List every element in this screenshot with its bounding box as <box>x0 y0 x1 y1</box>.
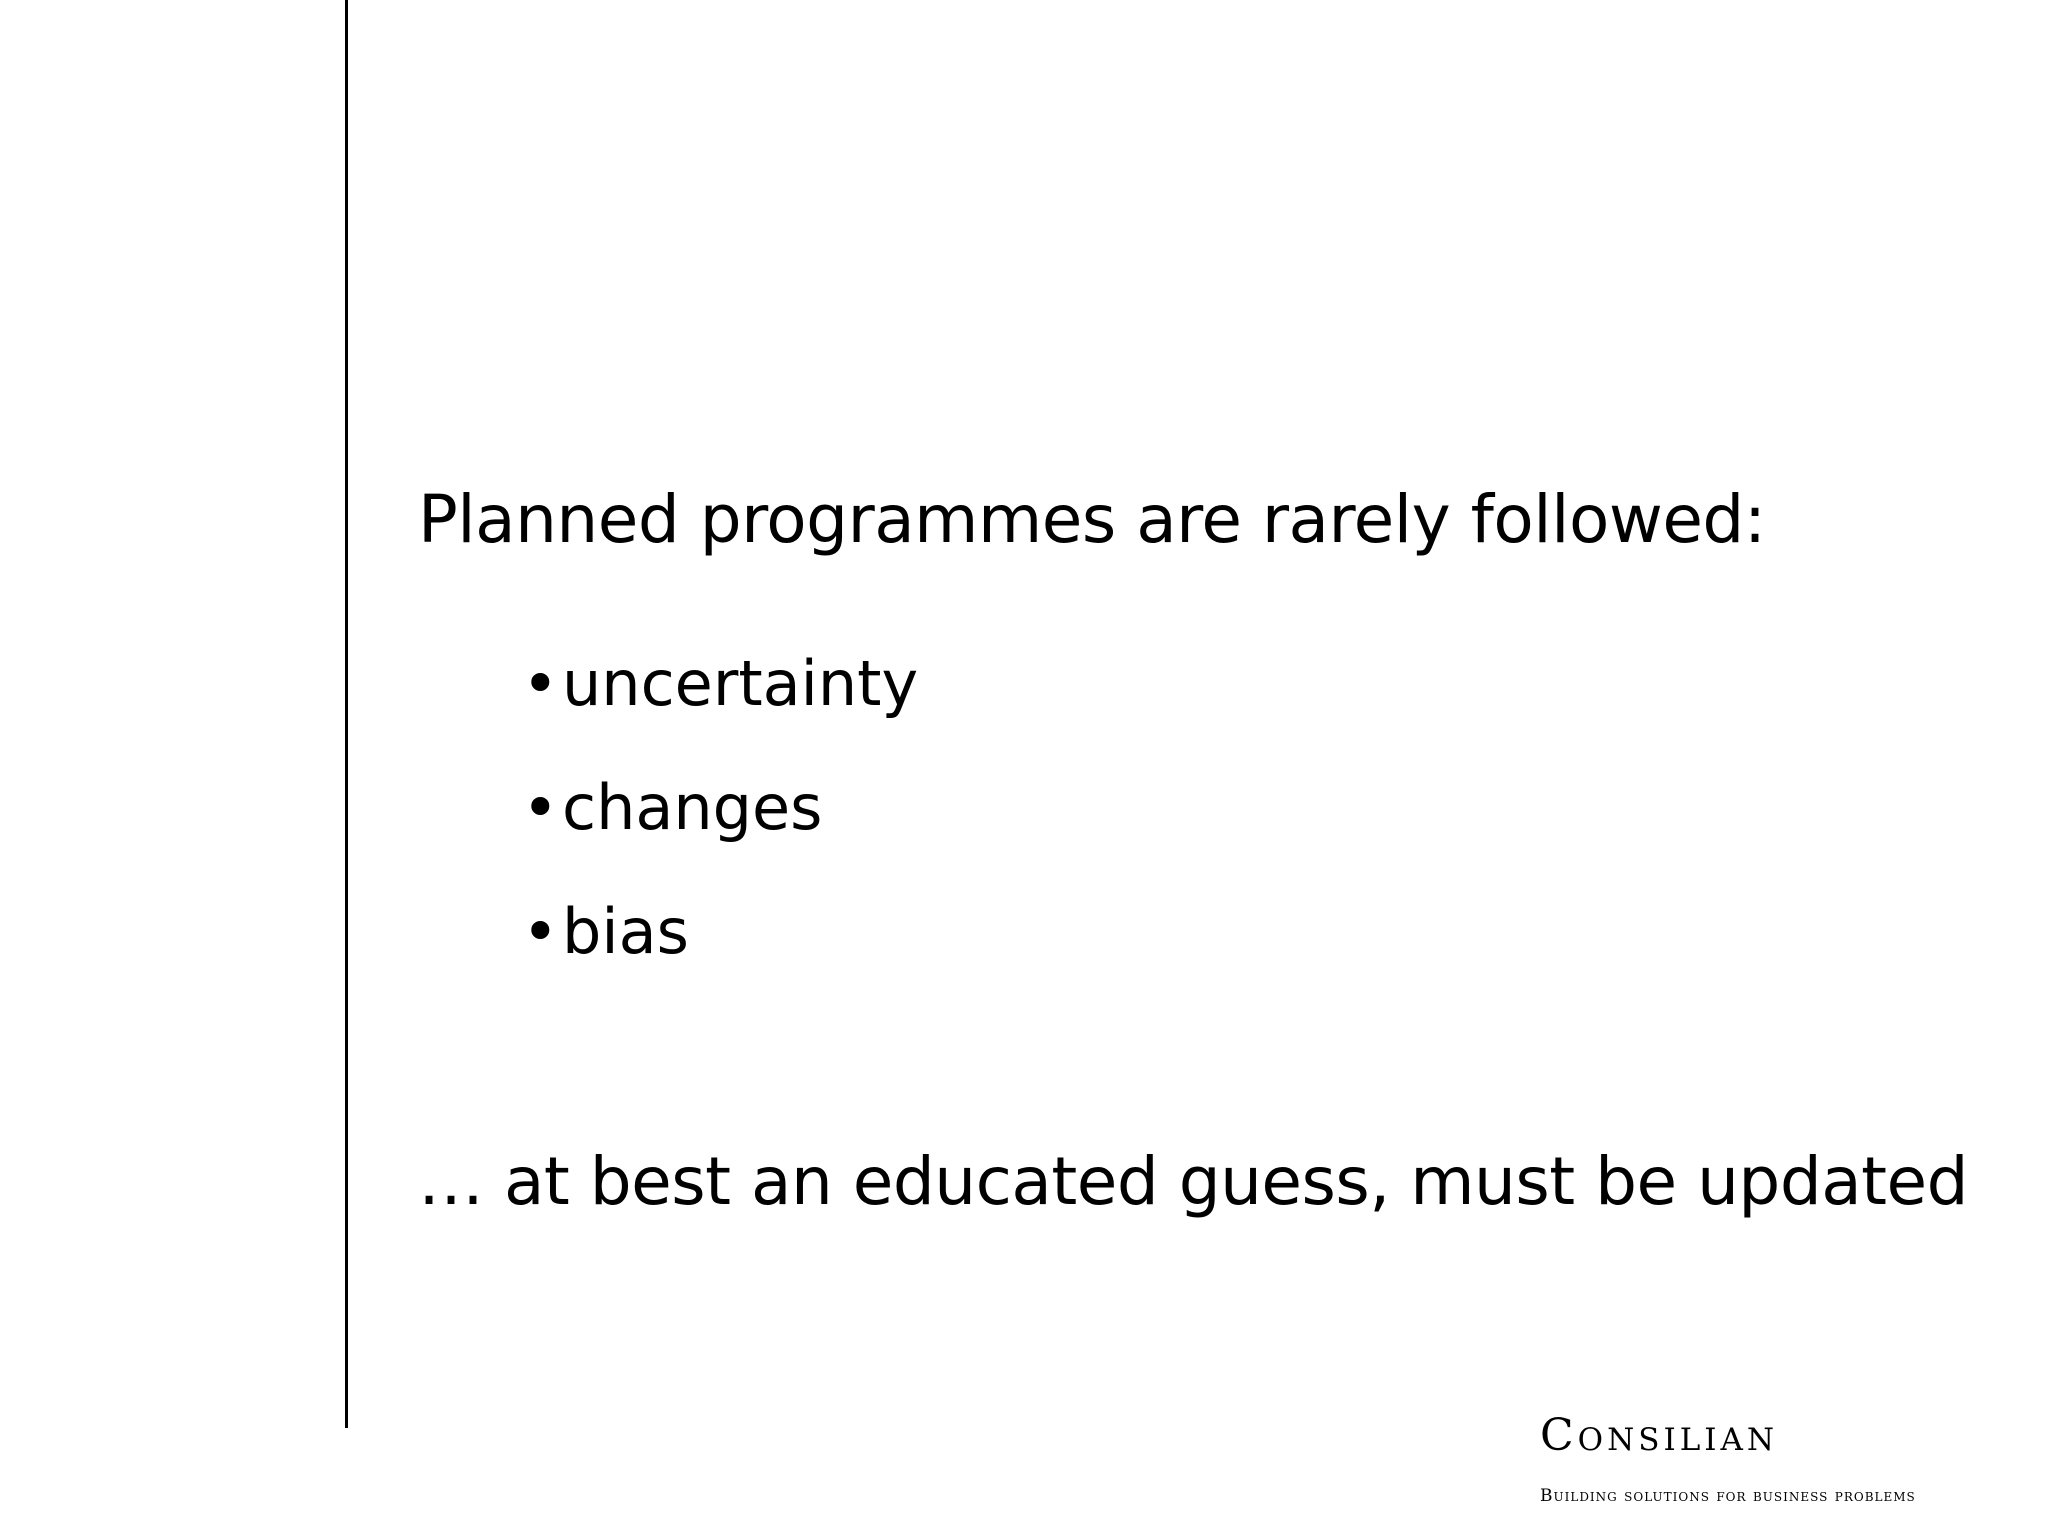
bullet-item-changes <box>522 766 918 890</box>
bullet-icon: • <box>522 895 559 968</box>
bullet-icon: • <box>522 647 559 720</box>
slide-heading: Planned programmes are rarely followed: <box>418 481 1766 558</box>
bullet-text: bias <box>562 895 689 968</box>
bullet-item-uncertainty <box>522 642 918 766</box>
bullet-item-bias <box>522 890 918 1014</box>
bullet-icon: • <box>522 771 559 844</box>
company-logo <box>1540 1410 2000 1508</box>
conclusion-text: … at best an educated guess, must be updated <box>418 1143 1969 1220</box>
logo-name: Consilian <box>1540 1410 1779 1461</box>
bullet-text: uncertainty <box>562 647 919 720</box>
bullet-list <box>522 642 918 1014</box>
logo-tagline: Building solutions for business problems <box>1540 1486 1916 1506</box>
bullet-text: changes <box>562 771 823 844</box>
vertical-divider-line <box>345 0 348 1428</box>
